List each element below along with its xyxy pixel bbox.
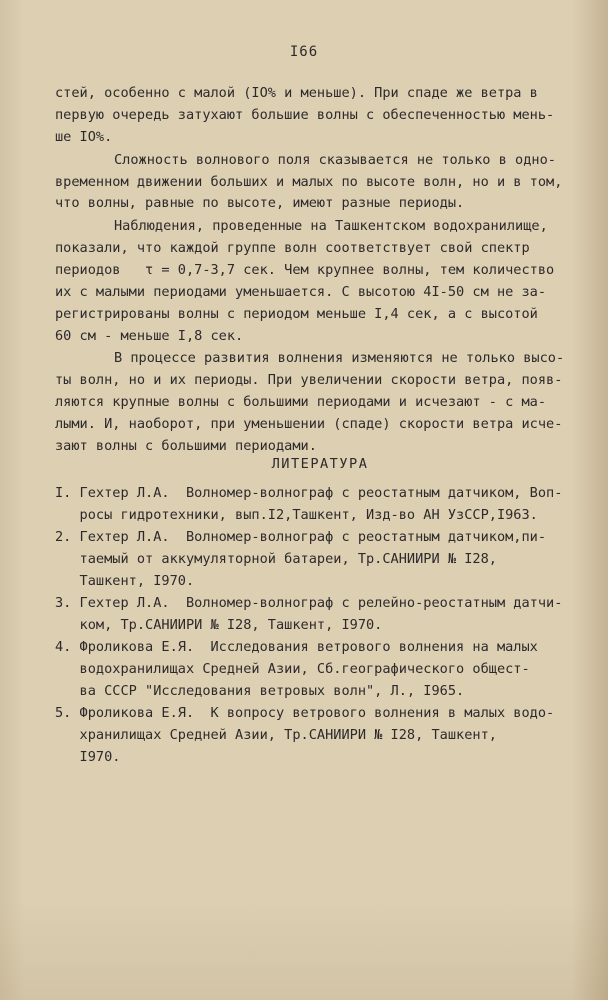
reference-line: 2. Гехтер Л.А. Волномер-волнограф с реостатным датчиком,пи- [55,529,547,545]
body-line: временном движении больших и малых по высоте волн, но и в том, [55,174,563,190]
body-line: зают волны с большими периодами. [55,438,317,454]
body-line: В процессе развития волнения изменяются не только высо- [114,350,565,366]
reference-line: таемый от аккумуляторной батареи, Тр.САНИИРИ № I28, [55,551,497,567]
reference-line: хранилищах Средней Азии, Тр.САНИИРИ № I28, Ташкент, [55,727,497,743]
body-line: Наблюдения, проведенные на Ташкентском водохранилище, [114,218,548,234]
body-line: Сложность волнового поля сказывается не только в одно- [114,152,556,168]
body-line: периодов τ = 0,7-3,7 сек. Чем крупнее волны, тем количество [55,262,555,278]
reference-line: I970. [55,749,121,765]
body-line: стей, особенно с малой (IO% и меньше). При спаде же ветра в [55,85,538,101]
reference-line: 3. Гехтер Л.А. Волномер-волнограф с релейно-реостатным датчи- [55,595,563,611]
reference-line: ва СССР "Исследования ветровых волн", Л., I965. [55,683,465,699]
body-line: их с малыми периодами уменьшается. С высотою 4I-50 см не за- [55,284,547,300]
reference-line: 4. Фроликова Е.Я. Исследования ветрового волнения на малых [55,639,538,655]
reference-line: ком, Тр.САНИИРИ № I28, Ташкент, I970. [55,617,383,633]
body-line: ше IO%. [55,129,113,145]
reference-line: 5. Фроликова Е.Я. К вопросу ветрового волнения в малых водо- [55,705,555,721]
literature-heading: ЛИТЕРАТУРА [271,456,369,472]
body-line: ляются крупные волны с большими периодами и исчезают - с ма- [55,394,547,410]
body-line: показали, что каждой группе волн соответствует свой спектр [55,240,530,256]
body-line: 60 см - меньше I,8 сек. [55,328,244,344]
body-line: лыми. И, наоборот, при уменьшении (спаде) скорости ветра исче- [55,416,563,432]
body-line: что волны, равные по высоте, имеют разные периоды. [55,195,465,211]
page-number: I66 [289,44,319,60]
body-line: регистрированы волны с периодом меньше I,4 сек, а с высотой [55,306,538,322]
reference-line: Ташкент, I970. [55,573,195,589]
body-line: первую очередь затухают большие волны с обеспеченностью мень- [55,107,555,123]
body-line: ты волн, но и их периоды. При увеличении скорости ветра, появ- [55,372,563,388]
reference-line: I. Гехтер Л.А. Волномер-волнограф с реостатным датчиком, Воп- [55,485,563,501]
reference-line: водохранилищах Средней Азии, Сб.географического общест- [55,661,530,677]
reference-line: росы гидротехники, вып.I2,Ташкент, Изд-во АН УзССР,I963. [55,507,538,523]
